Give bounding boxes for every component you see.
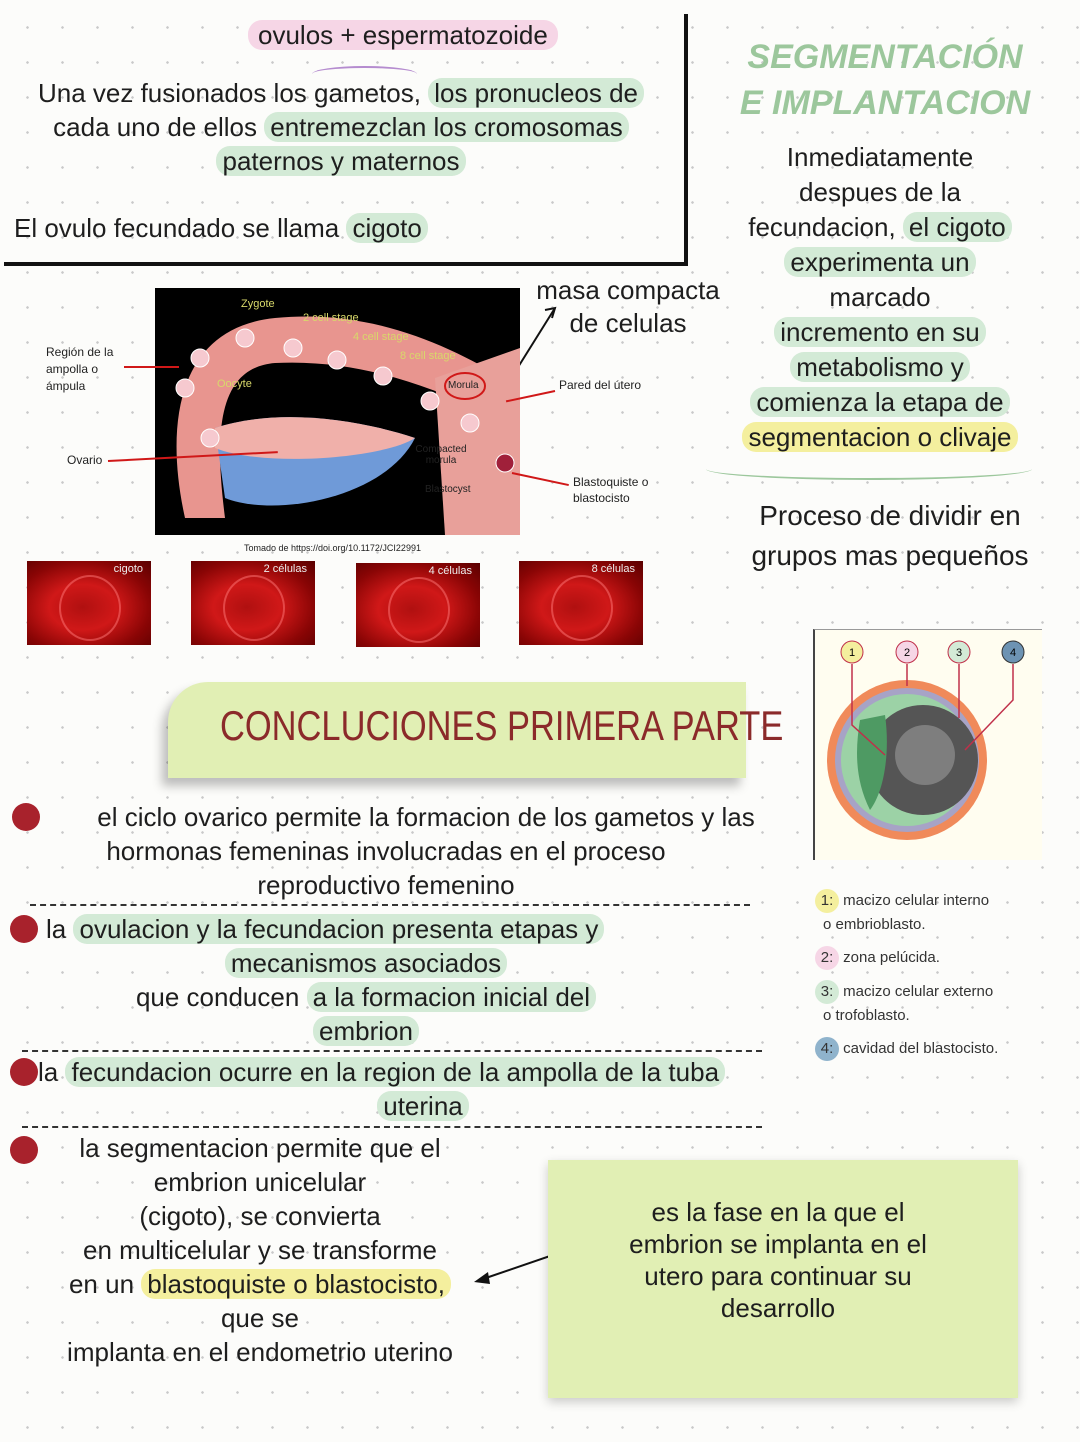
top-line-1: Una vez fusionados los gametos, los pronucleos de [6,76,676,110]
legend-item: 1: macizo celular interno o embrioblasto. [815,889,1055,936]
label-pared-utero: Pared del útero [559,378,642,392]
stage-label: Oocyte [217,378,252,390]
image-source: Tomado de https://doi.org/10.1172/JCI22991 [244,543,421,553]
stage-label: 4 cell stage [353,331,409,343]
thumbnail-4-cells: 4 células [356,563,480,647]
conclusion-1: el ciclo ovarico permite la formacion de los gametos y las hormonas femeninas involucradas en el proceso reproductivo femenino [97,802,755,900]
stage-label: Compacted morula [415,444,467,466]
divider [22,1050,762,1052]
blastocyst-figure [813,629,1042,860]
top-line-4: El ovulo fecundado se llama cigoto [14,211,428,245]
pointer-line [124,366,179,368]
top-box-right-border [684,14,688,264]
legend-item: 4: cavidad del blastocisto. [815,1037,1055,1061]
gametes-note: ovulos + espermatozoide [248,18,558,52]
fallopian-tube-illustration [155,288,520,535]
bullet-icon [10,915,38,943]
top-box-bottom-border [4,262,688,266]
bullet-icon [12,803,40,831]
bullet-icon [10,1136,38,1164]
legend-item: 2: zona pelúcida. [815,946,1055,970]
marker-number: 2 [903,647,911,659]
definition: Proceso de dividir en grupos mas pequeños [751,500,1029,571]
marker-number: 4 [1009,647,1017,659]
segmentation-title: SEGMENTACIÓN E IMPLANTACION [739,38,1031,122]
top-line-3: paternos y maternos [6,144,676,178]
top-line-2: cada uno de ellos entremezclan los cromosomas [6,110,676,144]
implantation-note [548,1160,1018,1398]
thumbnail-2-cells: 2 células [191,561,315,645]
divider [22,1126,762,1128]
fertilization-diagram [155,288,520,535]
marker-number: 3 [955,647,963,659]
thumbnail-cigoto: cigoto [27,561,151,645]
brace-below [706,458,1032,480]
conclusions-title: CONCLUCIONES PRIMERA PARTE [220,702,784,749]
thumbnail-8-cells: 8 células [519,561,643,645]
marker-number: 1 [848,647,856,659]
legend-item: 3: macizo celular externo o trofoblasto. [815,980,1055,1027]
stage-label: 8 cell stage [400,350,456,362]
segmentation-text: Inmediatamente despues de la fecundacion, el cigoto experimenta un marcado incremento en su metabolismo y comienza la etapa de segmentacion o clivaje [700,140,1060,455]
label-ampolla: Región de la ampolla o ámpula [46,345,114,393]
label-blastoquiste: Blastoquiste o blastocisto [573,475,649,505]
blastocyst-legend [815,889,1055,1061]
conclusion-4: la segmentacion permite que el embrion unicelular (cigoto), se convierta en multicelular y se transforme en un blastoquiste o blastocisto, que se implanta en el endometrio uterino [67,1133,453,1367]
pointer-line [512,472,569,486]
label-ovario: Ovario [67,453,103,467]
masa-compacta-annotation: masa compacta de celulas [536,275,720,338]
stage-label: Zygote [241,298,275,310]
stage-label: Blastocyst [425,484,471,495]
note-text: es la fase en la que el embrion se implanta en el utero para continuar su desarrollo [629,1197,927,1323]
divider [30,904,750,906]
conclusion-3: la fecundacion ocurre en la region de la ampolla de la tuba uterina [38,1055,808,1123]
bullet-icon [10,1058,38,1086]
stage-label: Morula [448,380,479,391]
stage-label: 2 cell stage [303,312,359,324]
conclusion-2: la ovulacion y la fecundacion presenta etapas y mecanismos asociados que conducen a la formacion inicial del embrion [46,912,686,1048]
